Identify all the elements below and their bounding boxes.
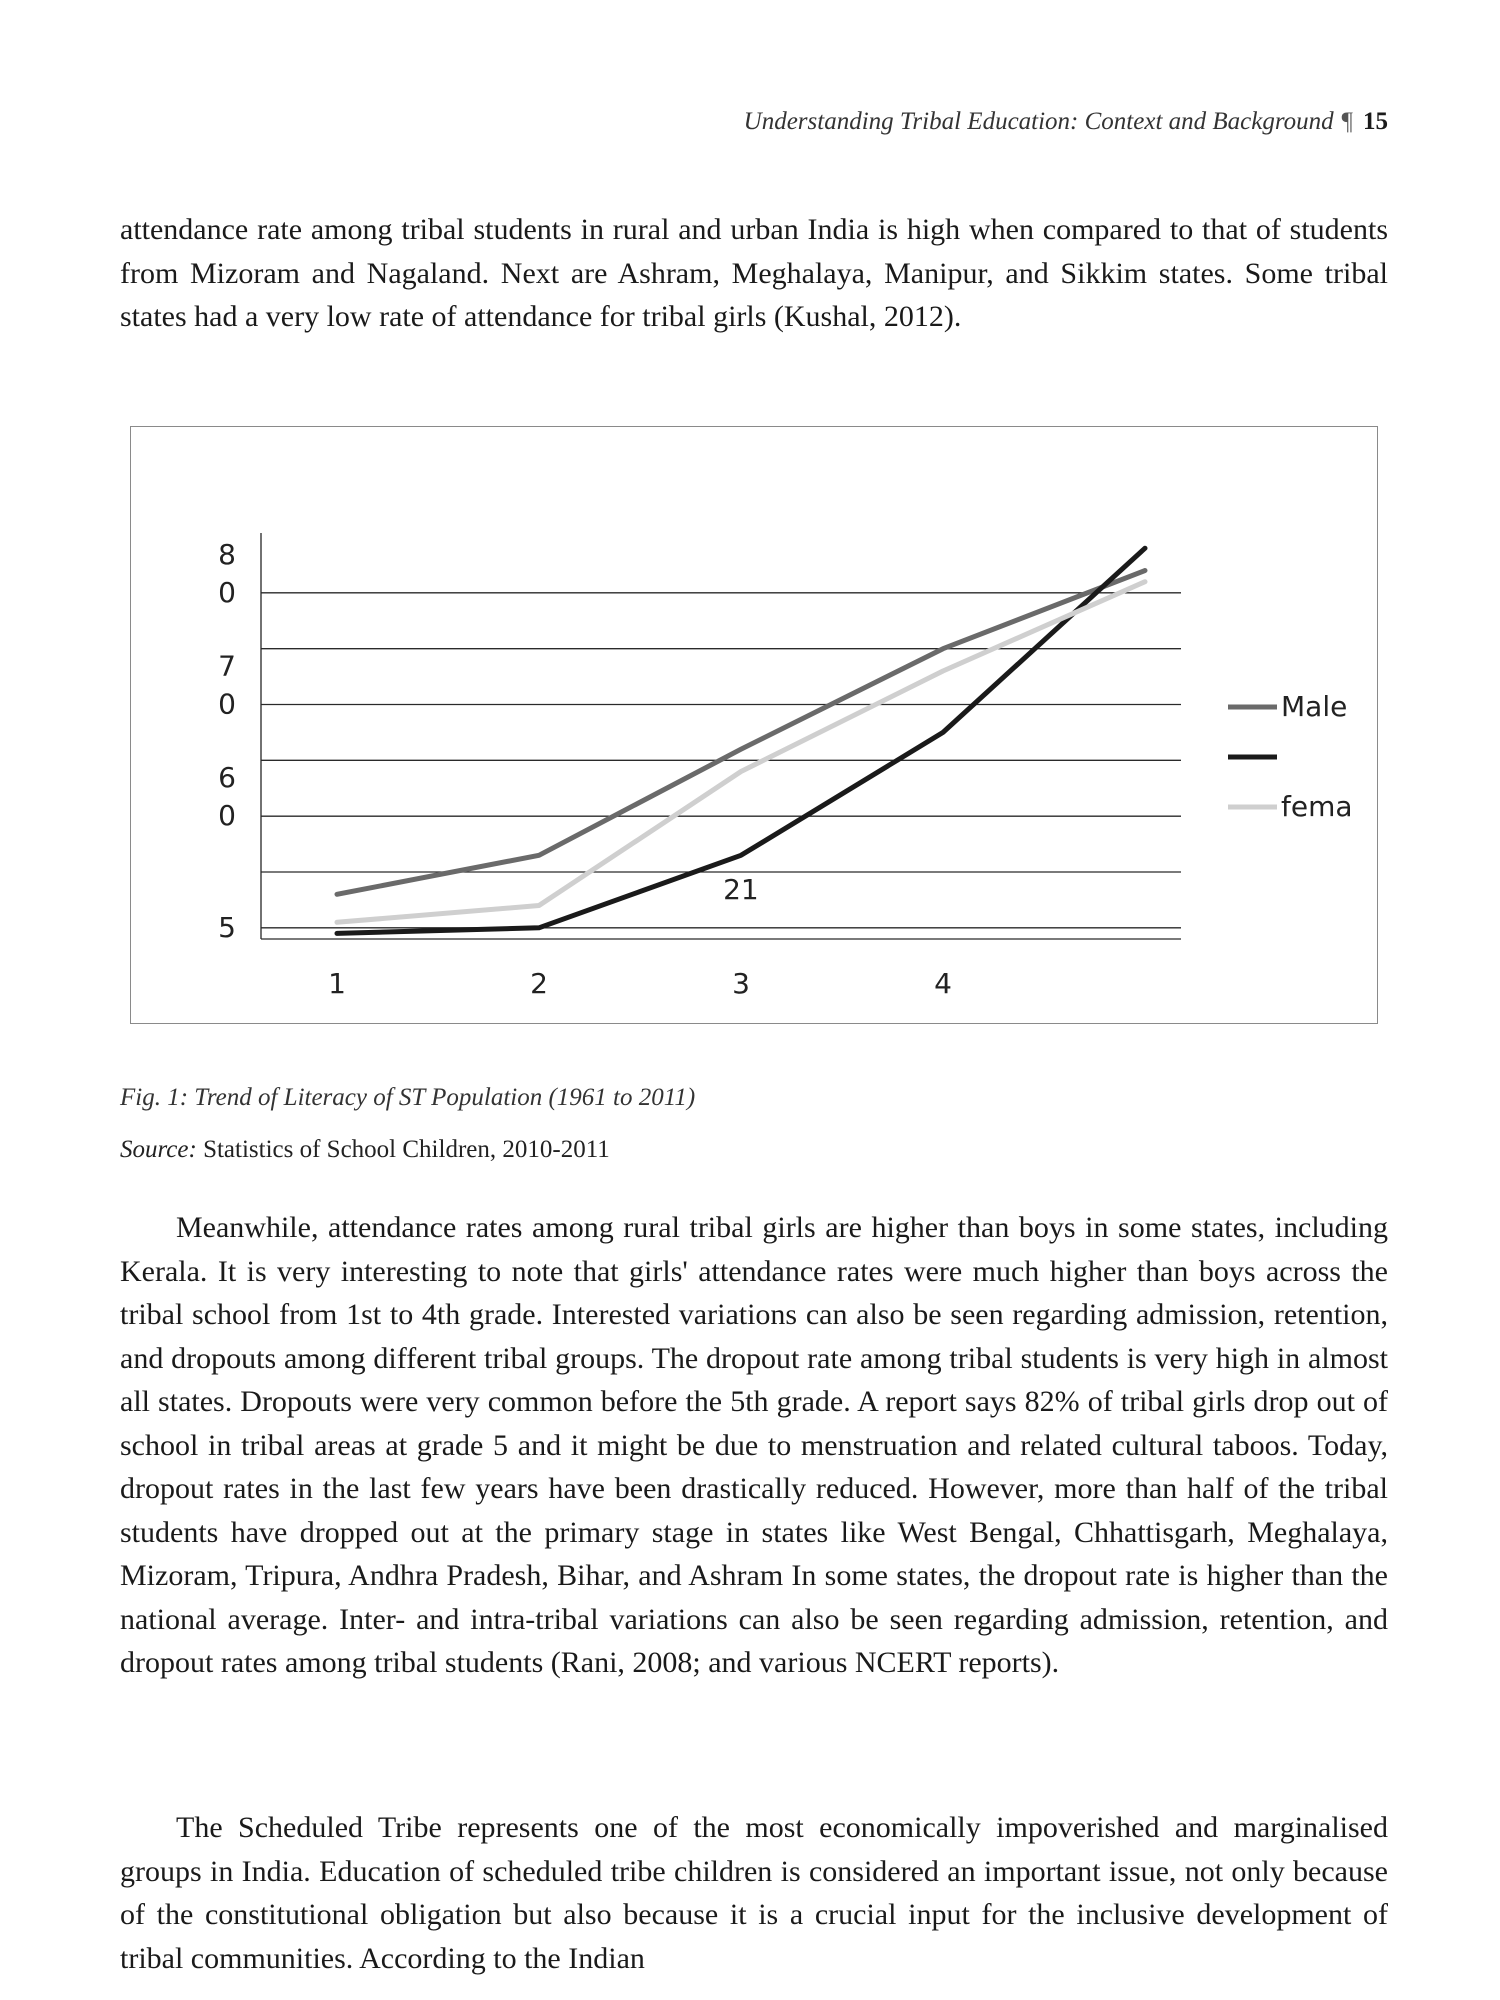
source-label: Source: (120, 1136, 197, 1163)
x-tick-label-0: 1 (328, 967, 346, 1000)
y-tick-label-3-1: 0 (218, 575, 236, 609)
x-tick-label-2: 3 (732, 967, 750, 1000)
y-tick-label-3-0: 8 (218, 537, 236, 571)
page-number: 15 (1363, 108, 1388, 135)
y-tick-label-2-0: 7 (218, 649, 236, 683)
y-tick-label-1-1: 0 (218, 799, 236, 833)
y-tick-label-0-0: 5 (218, 910, 236, 944)
chart-frame (130, 426, 1378, 1024)
series-line-0 (337, 571, 1145, 895)
running-header (744, 108, 1388, 136)
paragraph-1: attendance rate among tribal students in rural and urban India is high when compared to that of students from Mizoram and Nagaland. Next are Ashram, Meghalaya, Manipur, and Sikkim states. Some tribal states had a very low rate of attendance for tribal girls (Kushal, 2012). (120, 213, 1388, 333)
pilcrow-mark: ¶ (1341, 108, 1353, 135)
y-tick-label-2-1: 0 (218, 687, 236, 721)
legend-label-0: Male (1281, 690, 1348, 723)
source-text: Statistics of School Children, 2010-2011 (196, 1136, 610, 1163)
paragraph-2: Meanwhile, attendance rates among rural tribal girls are higher than boys in some states, including Kerala. It is very interesting to note that girls' attendance rates were much higher than boys across the tribal school from 1st to 4th grade. Interested variations can also be seen regarding admission, retention, and dropouts among different tribal groups. The dropout rate among tribal students is very high in almost all states. Dropouts were very common before the 5th grade. A report says 82% of tribal girls drop out of school in tribal areas at grade 5 and it might be due to menstruation and related cultural taboos. Today, dropout rates in the last few years have been drastically reduced. However, more than half of the tribal students have dropped out at the primary stage in states like West Bengal, Chhattisgarh, Meghalaya, Mizoram, Tripura, Andhra Pradesh, Bihar, and Ashram In some states, the dropout rate is higher than the national average. Inter- and intra-tribal variations can also be seen regarding admission, retention, and dropout rates among tribal students (Rani, 2008; and various NCERT reports). (120, 1211, 1388, 1679)
paragraph-3: The Scheduled Tribe represents one of the most economically impoverished and marginalised groups in India. Education of scheduled tribe children is considered an important issue, not only because of the constitutional obligation but also because it is a crucial input for the inclusive development of tribal communities. According to the Indian (120, 1811, 1388, 1975)
y-tick-label-1-0: 6 (218, 761, 236, 795)
data-label-21: 21 (723, 872, 759, 906)
figure-source (120, 1136, 610, 1164)
legend-label-2: fema (1281, 790, 1353, 823)
literacy-trend-chart (131, 427, 1376, 1022)
x-tick-label-1: 2 (530, 967, 548, 1000)
x-tick-label-3: 4 (934, 967, 952, 1000)
figure-caption: Fig. 1: Trend of Literacy of ST Population (1961 to 2011) (120, 1084, 696, 1111)
running-title: Understanding Tribal Education: Context and Background (743, 108, 1334, 135)
